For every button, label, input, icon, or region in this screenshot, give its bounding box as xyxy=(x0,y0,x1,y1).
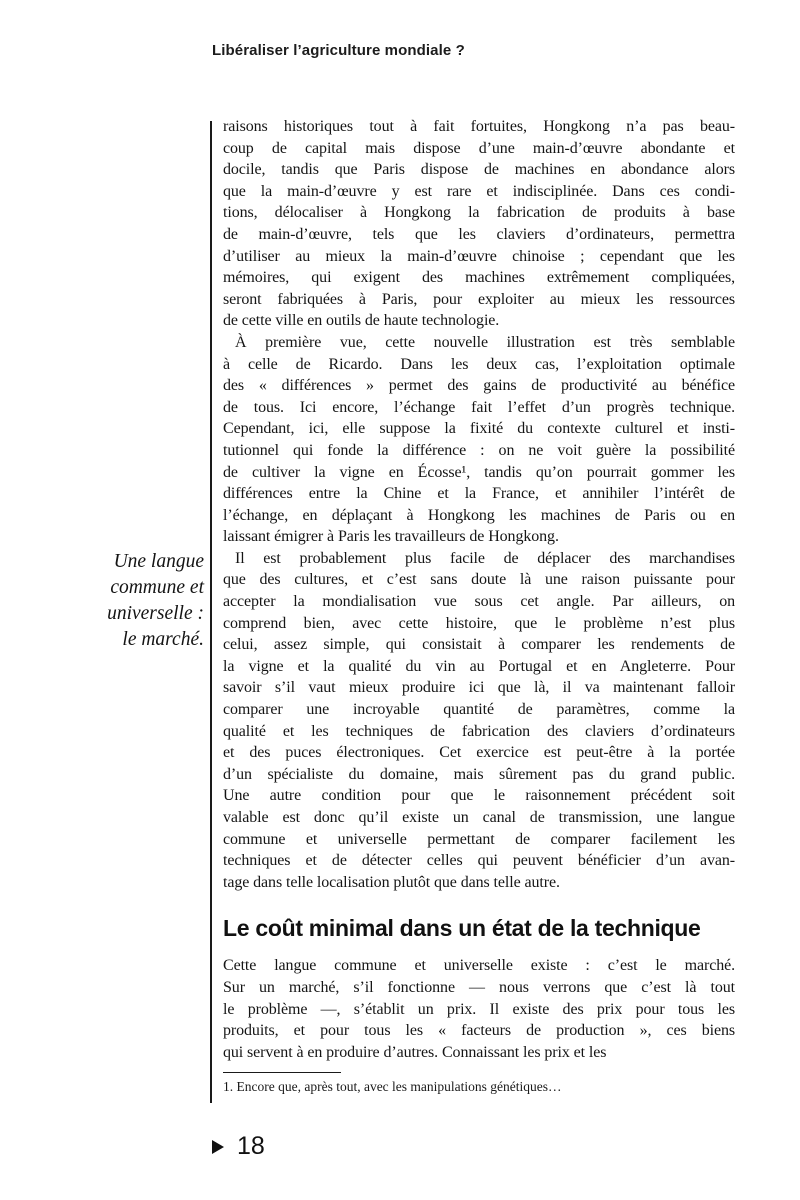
text-line: Sur un marché, s’il fonctionne — nous verrons que c’est là tout xyxy=(223,978,735,996)
text-line: Il est probablement plus facile de déplacer des marchandises xyxy=(235,549,735,567)
margin-note-line: commune et xyxy=(110,577,204,598)
text-line: et des puces électroniques. Cet exercice est peut-être à la portée xyxy=(223,744,735,762)
text-line: À première vue, cette nouvelle illustration est très semblable xyxy=(235,333,735,351)
paragraph xyxy=(223,548,735,894)
text-line: de cultiver la vigne en Écosse¹, tandis qu’on pourrait gommer les xyxy=(223,463,735,481)
paragraph xyxy=(223,955,735,1063)
text-line: Une autre condition pour que le raisonnement précédent soit xyxy=(223,787,735,805)
footnote-rule xyxy=(223,1072,341,1073)
text-line: raisons historiques tout à fait fortuites, Hongkong n’a pas beau- xyxy=(223,118,735,135)
page-number: 18 xyxy=(237,1132,265,1160)
margin-divider-rule xyxy=(210,121,212,1103)
text-line: différences entre la Chine et la France, et annihiler l’intérêt de xyxy=(223,485,735,503)
text-line: tions, délocaliser à Hongkong la fabrication de produits à base xyxy=(223,204,735,222)
paragraph xyxy=(223,332,735,548)
paragraphs-after-heading xyxy=(223,955,735,1063)
text-line: le problème —, s’établit un prix. Il existe des prix pour tous les xyxy=(223,1000,735,1018)
text-line: de main-d’œuvre, tels que les claviers d’ordinateurs, permettra xyxy=(223,225,735,243)
text-line: d’utiliser au mieux la main-d’œuvre chinoise ; cependant que les xyxy=(223,247,735,265)
text-line: commune et universelle permettant de comparer facilement les xyxy=(223,830,735,848)
text-column xyxy=(223,116,735,1095)
text-line: accepter la mondialisation vue sous cet angle. Par ailleurs, on xyxy=(223,593,735,611)
text-line: qui servent à en produire d’autres. Connaissant les prix et les xyxy=(223,1043,607,1061)
text-line: tage dans telle localisation plutôt que dans telle autre. xyxy=(223,873,560,891)
text-line: des « différences » permet des gains de productivité au bénéfice xyxy=(223,377,735,395)
text-line: coup de capital mais dispose d’une main-d’œuvre abondante et xyxy=(223,139,735,157)
margin-note-line: le marché. xyxy=(122,629,204,650)
text-line: la vigne et la qualité du vin au Portugal et en Angleterre. Pour xyxy=(223,657,735,675)
text-line: d’un spécialiste du domaine, mais sûrement pas du grand public. xyxy=(223,765,735,783)
margin-note xyxy=(40,549,204,653)
text-line: savoir s’il vaut mieux produire ici que là, il va maintenant falloir xyxy=(223,679,735,697)
text-line: comprend bien, avec cette histoire, que le problème n’est plus xyxy=(223,614,735,632)
text-line: de tous. Ici encore, l’échange fait l’effet d’un progrès technique. xyxy=(223,398,735,416)
text-line: valable est donc qu’il existe un canal de transmission, une langue xyxy=(223,809,735,826)
text-line: techniques et de détecter celles qui peuvent bénéficier d’un avan- xyxy=(223,852,735,870)
text-line: l’échange, en déplaçant à Hongkong les machines de Paris ou en xyxy=(223,506,735,524)
footnote: 1. Encore que, après tout, avec les manipulations génétiques… xyxy=(223,1079,562,1095)
text-line: que la main-d’œuvre y est rare et indisciplinée. Dans ces condi- xyxy=(223,182,735,200)
text-line: qualité et les techniques de fabrication des claviers d’ordinateurs xyxy=(223,722,735,740)
text-line: laissant émigrer à Paris les travailleurs de Hongkong. xyxy=(223,528,559,546)
text-line: comparer une incroyable quantité de paramètres, comme la xyxy=(223,701,735,719)
text-line: que des cultures, et c’est sans doute là une raison puissante pour xyxy=(223,571,735,589)
text-line: produits, et pour tous les « facteurs de production », ces biens xyxy=(223,1022,735,1040)
text-line: celui, assez simple, qui consistait à comparer les rendements de xyxy=(223,636,735,654)
text-line: seront fabriquées à Paris, pour exploiter au mieux les ressources xyxy=(223,290,735,308)
text-line: Cette langue commune et universelle existe : c’est le marché. xyxy=(223,957,735,975)
section-heading: Le coût minimal dans un état de la technique xyxy=(223,915,701,942)
triangle-right-icon xyxy=(212,1140,224,1154)
text-line: tutionnel qui fonde la différence : on ne voit guère la possibilité xyxy=(223,441,735,459)
paragraphs-before-heading xyxy=(223,116,735,893)
text-line: de cette ville en outils de haute technologie. xyxy=(223,312,500,330)
text-line: à celle de Ricardo. Dans les deux cas, l’exploitation optimale xyxy=(223,355,735,373)
text-line: mémoires, qui exigent des machines extrêmement compliquées, xyxy=(223,269,735,287)
running-head: Libéraliser l’agriculture mondiale ? xyxy=(212,42,465,59)
paragraph xyxy=(223,116,735,332)
margin-note-line: universelle : xyxy=(107,603,204,624)
text-line: Cependant, ici, elle suppose la fixité du contexte culturel et insti- xyxy=(223,420,735,438)
page-marker xyxy=(212,1132,265,1161)
margin-note-line: Une langue xyxy=(113,551,204,572)
text-line: docile, tandis que Paris dispose de machines en abondance alors xyxy=(223,161,735,179)
